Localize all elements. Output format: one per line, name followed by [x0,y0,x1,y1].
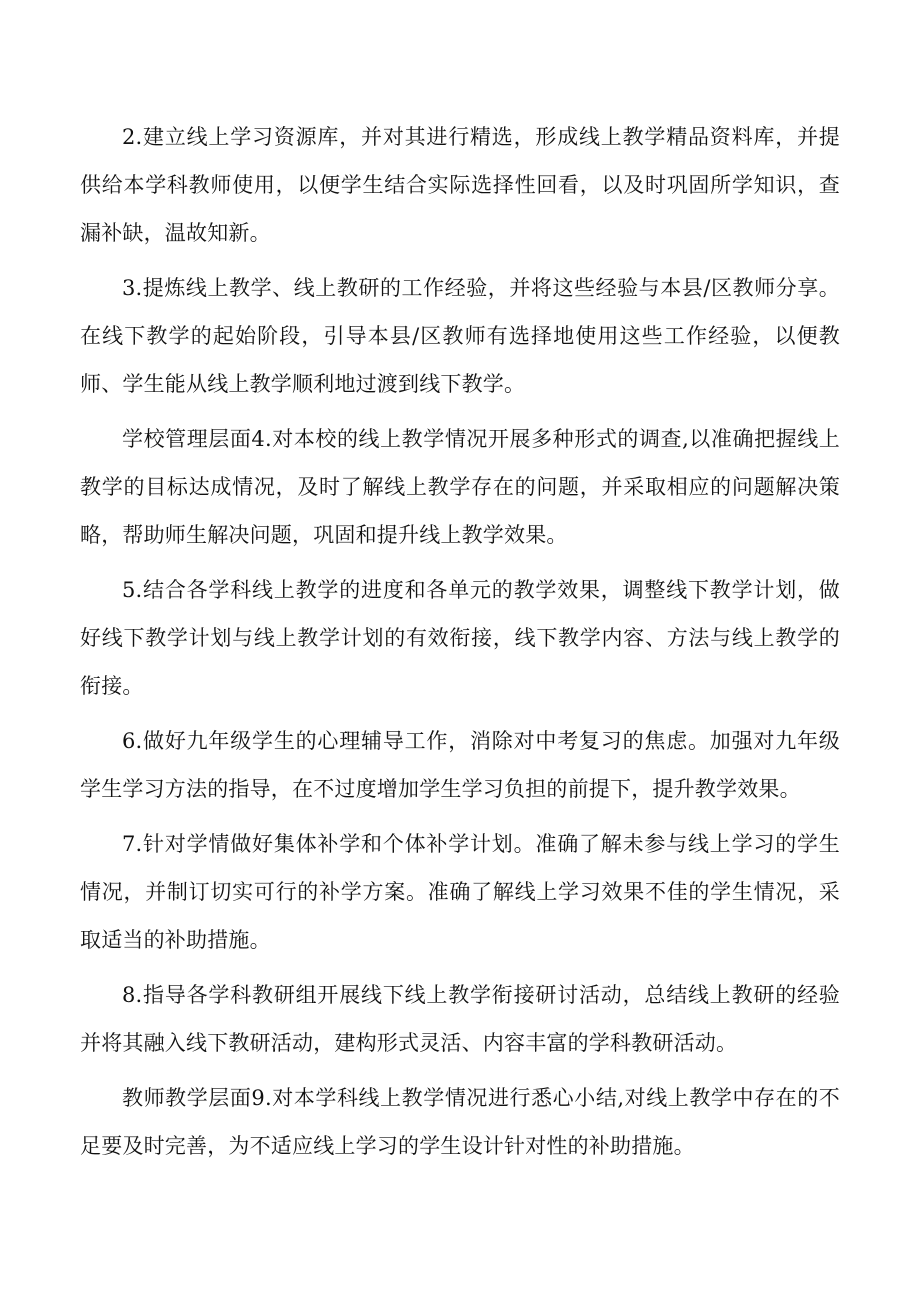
paragraph-2: 2.建立线上学习资源库，并对其进行精选，形成线上教学精品资料库，并提供给本学科教师使用，以便学生结合实际选择性回看，以及时巩固所学知识，查漏补缺，温故知新。 [80,125,840,245]
paragraph-3: 3.提炼线上教学、线上教研的工作经验，并将这些经验与本县/区教师分享。在线下教学的起始阶段，引导本县/区教师有选择地使用这些工作经验，以便教师、学生能从线上教学顺利地过渡到线下教学。 [80,276,840,396]
document-body [80,113,840,1177]
paragraph-4: 学校管理层面4.对本校的线上教学情况开展多种形式的调查,以准确把握线上教学的目标达成情况，及时了解线上教学存在的问题，并采取相应的问题解决策略，帮助师生解决问题，巩固和提升线上教学效果。 [80,427,840,547]
paragraph-5: 5.结合各学科线上教学的进度和各单元的教学效果，调整线下教学计划，做好线下教学计划与线上教学计划的有效衔接，线下教学内容、方法与线上教学的衔接。 [80,578,840,698]
paragraph-8: 8.指导各学科教研组开展线下线上教学衔接研讨活动，总结线上教研的经验并将其融入线下教研活动，建构形式灵活、内容丰富的学科教研活动。 [80,983,840,1055]
paragraph-9: 教师教学层面9.对本学科线上教学情况进行悉心小结,对线上教学中存在的不足要及时完善，为不适应线上学习的学生设计针对性的补助措施。 [80,1086,840,1158]
paragraph-6: 6.做好九年级学生的心理辅导工作，消除对中考复习的焦虑。加强对九年级学生学习方法的指导，在不过度增加学生学习负担的前提下，提升教学效果。 [80,729,840,801]
paragraph-7: 7.针对学情做好集体补学和个体补学计划。准确了解未参与线上学习的学生情况，并制订切实可行的补学方案。准确了解线上学习效果不佳的学生情况，采取适当的补助措施。 [80,832,840,952]
